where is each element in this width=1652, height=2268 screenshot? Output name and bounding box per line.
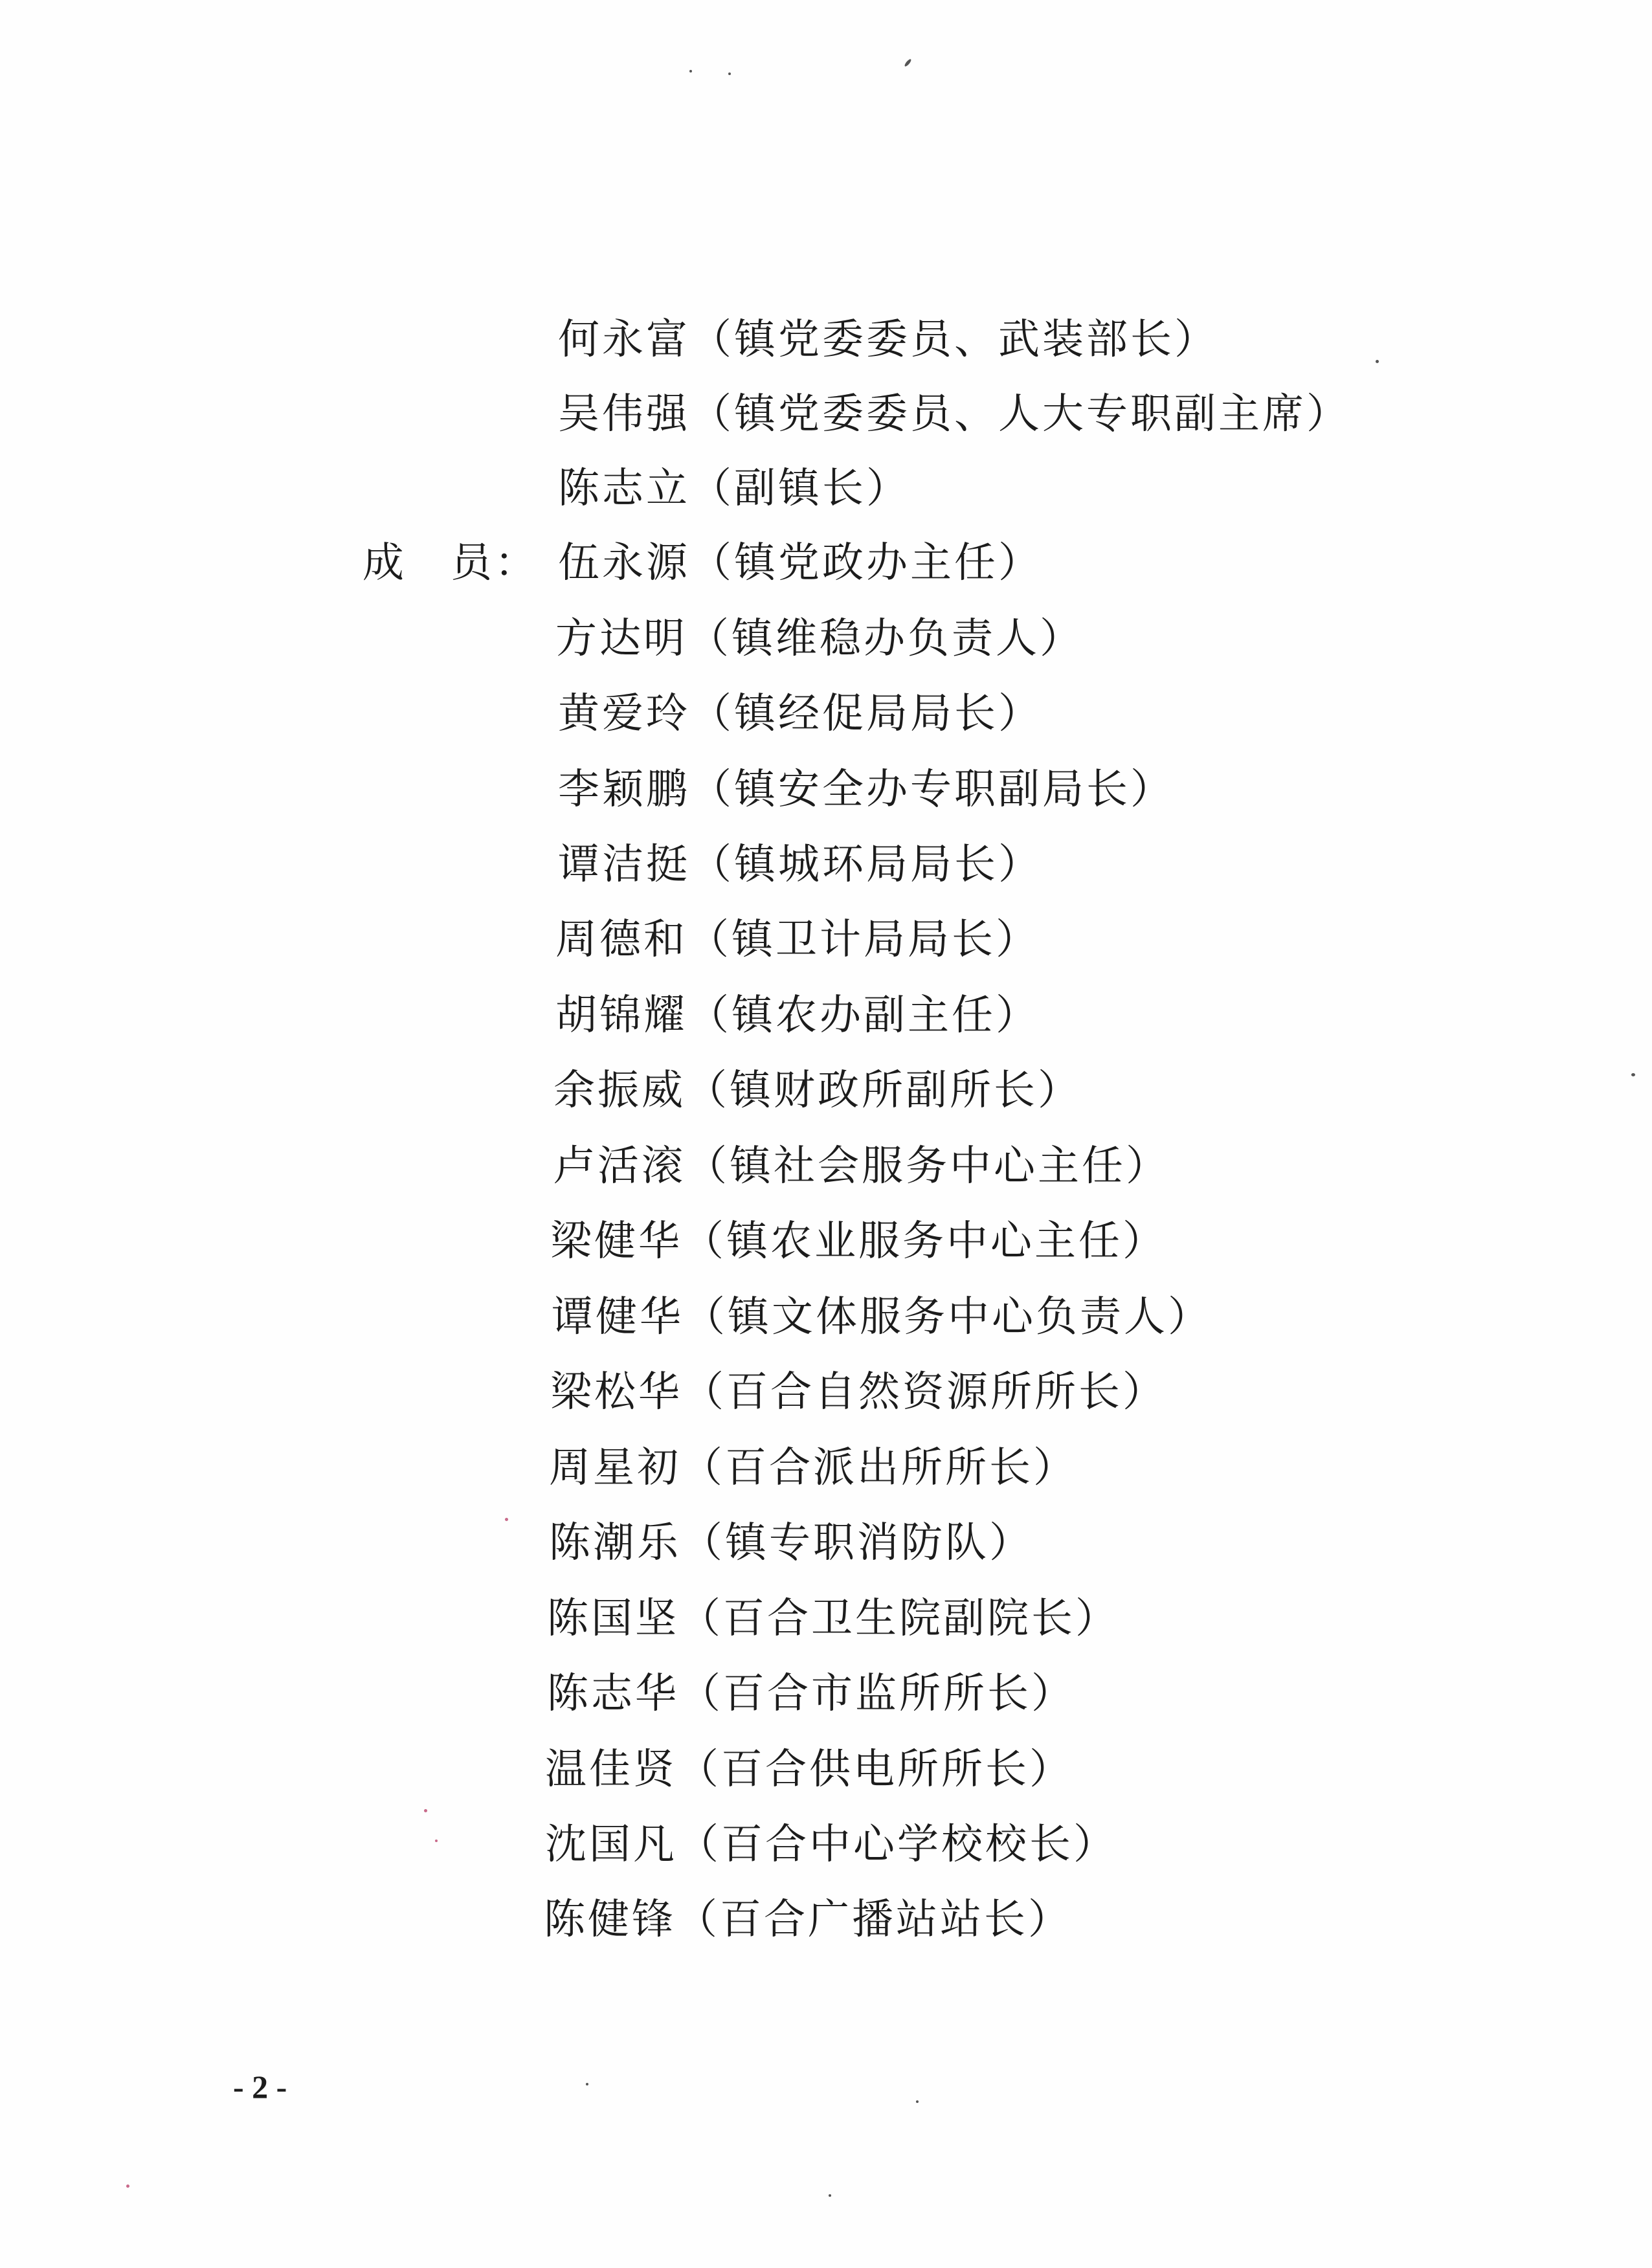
leader-name: 何永富	[558, 316, 690, 364]
member-title: （镇党政办主任）	[690, 539, 1042, 587]
leader-line-2	[558, 379, 1350, 450]
leader-name: 陈志立	[558, 465, 690, 513]
leader-line-3	[558, 453, 910, 524]
member-title: （镇卫计局局长）	[687, 916, 1040, 964]
member-line	[544, 1884, 1072, 1955]
leader-title: （镇党委委员、人大专职副主席）	[690, 390, 1350, 438]
member-title: （镇经促局局长）	[690, 690, 1042, 738]
member-line	[549, 1432, 1077, 1504]
scan-speck	[689, 70, 692, 72]
member-line	[558, 754, 1174, 825]
leader-line-1	[558, 304, 1218, 375]
scan-speck	[126, 2185, 129, 2188]
leader-name: 吴伟强	[558, 390, 690, 438]
member-line	[555, 980, 1040, 1051]
member-name: 温佳贤	[545, 1746, 677, 1794]
member-line	[547, 1658, 1075, 1729]
scan-speck	[1376, 360, 1379, 363]
member-title: （镇安全办专职副局长）	[690, 766, 1174, 814]
member-name: 方达明	[555, 615, 687, 663]
member-line	[545, 1809, 1117, 1880]
member-title: （百合派出所所长）	[681, 1444, 1077, 1492]
member-title: （镇维稳办负责人）	[687, 615, 1084, 663]
member-line	[558, 678, 1042, 750]
member-name: 卢活滚	[553, 1142, 686, 1190]
member-title: （镇财政所副所长）	[686, 1067, 1082, 1115]
member-title: （百合自然资源所所长）	[682, 1368, 1166, 1416]
scan-speck	[904, 58, 912, 67]
member-name: 陈国坚	[547, 1595, 679, 1643]
member-title: （镇农业服务中心主任）	[682, 1217, 1166, 1265]
member-name: 周德和	[555, 916, 687, 964]
scan-speck	[424, 1809, 427, 1812]
member-name: 陈志华	[547, 1670, 679, 1718]
scan-speck	[1631, 1073, 1635, 1076]
member-line	[553, 1131, 1170, 1202]
scan-speck	[586, 2083, 588, 2085]
members-label: 成 员：	[363, 539, 539, 587]
member-name: 陈潮乐	[549, 1519, 681, 1567]
member-line	[547, 1583, 1119, 1654]
member-name: 谭洁挺	[558, 841, 690, 889]
member-title: （镇文体服务中心负责人）	[684, 1293, 1212, 1341]
member-name: 伍永源	[558, 539, 690, 587]
scan-speck	[728, 72, 731, 75]
member-name: 周星初	[549, 1444, 681, 1492]
member-title: （镇专职消防队）	[681, 1519, 1033, 1567]
member-line	[552, 1282, 1212, 1353]
member-title: （百合中心学校校长）	[677, 1821, 1117, 1869]
member-title: （镇城环局局长）	[690, 841, 1042, 889]
member-title: （镇农办副主任）	[687, 992, 1040, 1040]
scan-speck	[916, 2100, 919, 2103]
member-name: 胡锦耀	[555, 992, 687, 1040]
member-line	[549, 1507, 1033, 1579]
member-title: （百合卫生院副院长）	[679, 1595, 1119, 1643]
scan-speck	[829, 2194, 831, 2197]
member-line	[558, 528, 1042, 599]
leader-title: （副镇长）	[690, 465, 910, 513]
member-line	[555, 603, 1084, 674]
page-number: - 2 -	[233, 2069, 287, 2105]
member-line	[550, 1206, 1166, 1277]
member-name: 梁健华	[550, 1217, 682, 1265]
member-line	[558, 829, 1042, 900]
member-name: 梁松华	[550, 1368, 682, 1416]
member-title: （百合市监所所长）	[679, 1670, 1075, 1718]
member-name: 余振威	[553, 1067, 686, 1115]
member-title: （百合广播站站长）	[676, 1896, 1072, 1944]
member-name: 沈国凡	[545, 1821, 677, 1869]
member-name: 黄爱玲	[558, 690, 690, 738]
scan-speck	[505, 1518, 508, 1521]
scan-speck	[435, 1840, 438, 1842]
member-line	[545, 1734, 1073, 1805]
leader-title: （镇党委委员、武装部长）	[690, 316, 1218, 364]
member-name: 陈健锋	[544, 1896, 676, 1944]
member-line	[550, 1357, 1166, 1428]
member-title: （百合供电所所长）	[677, 1746, 1073, 1794]
member-name: 谭健华	[552, 1293, 684, 1341]
member-line	[553, 1055, 1082, 1126]
member-title: （镇社会服务中心主任）	[686, 1142, 1170, 1190]
member-line	[555, 904, 1040, 975]
member-name: 李颖鹏	[558, 766, 690, 814]
